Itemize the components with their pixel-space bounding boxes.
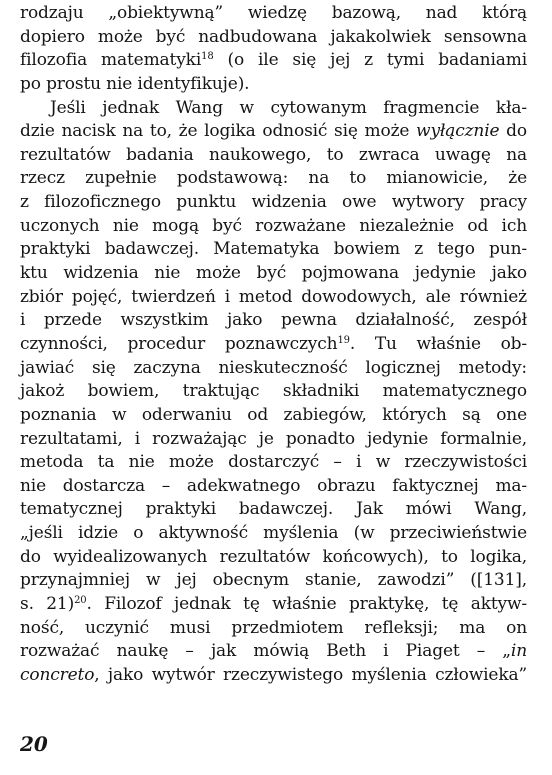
italic-text: concreto <box>20 664 95 685</box>
text-line <box>20 404 527 428</box>
text-segment: uczonych nie mogą być rozważane niezależnie od ich <box>20 215 527 236</box>
text-segment: Jeśli jednak Wang w cytowanym fragmencie kła- <box>50 97 527 118</box>
text-line <box>20 238 527 262</box>
body-text <box>20 2 527 688</box>
text-line <box>20 664 527 688</box>
footnote-ref: 19 <box>337 334 350 346</box>
text-segment: „jeśli idzie o aktywność myślenia (w przeciwieństwie <box>20 523 527 544</box>
text-segment: rzecz zupełnie podstawową: na to mianowicie, że <box>20 168 527 189</box>
text-segment: czynności, procedur poznawczych <box>20 333 338 354</box>
text-segment: dzie nacisk na to, że logika odnosić się może <box>20 121 417 142</box>
text-line <box>20 120 527 144</box>
text-segment: tematycznej praktyki badawczej. Jak mówi Wang, <box>20 499 527 520</box>
text-segment: filozofia matematyki <box>20 50 202 71</box>
text-segment: do wyidealizowanych rezultatów końcowych), to logika, <box>20 546 527 567</box>
italic-text: in <box>510 641 527 662</box>
text-segment: zbiór pojęć, twierdzeń i metod dowodowych, ale również <box>20 286 527 307</box>
text-segment: . Filozof jednak tę właśnie praktykę, tę aktyw- <box>86 594 527 615</box>
footnote-ref: 18 <box>201 51 214 63</box>
text-segment: rezultatów badania naukowego, to zwraca uwagę na <box>20 144 527 165</box>
text-line <box>20 97 527 121</box>
text-segment: ktu widzenia nie może być pojmowana jedynie jako <box>20 263 527 284</box>
text-segment: rezultatami, i rozważając je ponadto jedynie formalnie, <box>20 428 527 449</box>
text-line <box>20 569 527 593</box>
text-line <box>20 546 527 570</box>
footnote-ref: 20 <box>74 595 87 607</box>
text-line <box>20 593 527 617</box>
text-segment: dopiero może być nadbudowana jakakolwiek sensowna <box>20 26 527 47</box>
text-segment: jawiać się zaczyna nieskuteczność logicznej metody: <box>20 357 527 378</box>
text-line <box>20 451 527 475</box>
text-segment: po prostu nie identyfikuje). <box>20 73 250 94</box>
text-segment: s. 21) <box>20 594 75 615</box>
text-line <box>20 262 527 286</box>
text-line <box>20 26 527 50</box>
text-segment: (o ile się jej z tymi badaniami <box>213 50 528 71</box>
text-line <box>20 191 527 215</box>
text-line <box>20 309 527 333</box>
text-line <box>20 2 527 26</box>
text-line <box>20 73 527 97</box>
text-segment: rodzaju „obiektywną” wiedzę bazową, nad którą <box>20 3 527 23</box>
text-segment: , jako wytwór rzeczywistego myślenia człowieka” <box>94 664 527 685</box>
text-segment: i przede wszystkim jako pewna działalność, zespół <box>20 310 527 331</box>
text-line <box>20 357 527 381</box>
text-segment: przynajmniej w jej obecnym stanie, zawodzi” ([131], <box>20 570 527 591</box>
text-segment: . Tu właśnie ob- <box>349 333 527 354</box>
text-segment: jakoż bowiem, traktując składniki matematycznego <box>20 381 527 402</box>
page-number: 20 <box>20 732 48 756</box>
italic-text: wyłącznie <box>416 121 500 142</box>
text-line <box>20 286 527 310</box>
text-line <box>20 167 527 191</box>
text-line <box>20 475 527 499</box>
text-segment: rozważać naukę – jak mówią Beth i Piaget – „ <box>20 641 511 662</box>
text-line <box>20 428 527 452</box>
text-line <box>20 498 527 522</box>
text-line <box>20 333 527 357</box>
text-line <box>20 144 527 168</box>
text-segment: metoda ta nie może dostarczyć – i w rzeczywistości <box>20 452 527 473</box>
text-line <box>20 617 527 641</box>
text-segment: do <box>499 121 527 142</box>
text-segment: poznania w oderwaniu od zabiegów, których są one <box>20 404 527 425</box>
text-segment: praktyki badawczej. Matematyka bowiem z tego pun- <box>20 239 527 260</box>
text-line <box>20 522 527 546</box>
text-segment: ność, uczynić musi przedmiotem refleksji; ma on <box>20 617 527 638</box>
text-line <box>20 380 527 404</box>
text-line <box>20 49 527 73</box>
text-segment: z filozoficznego punktu widzenia owe wytwory pracy <box>20 192 527 213</box>
text-segment: nie dostarcza – adekwatnego obrazu faktycznej ma- <box>20 475 527 496</box>
text-line <box>20 640 527 664</box>
text-line <box>20 215 527 239</box>
